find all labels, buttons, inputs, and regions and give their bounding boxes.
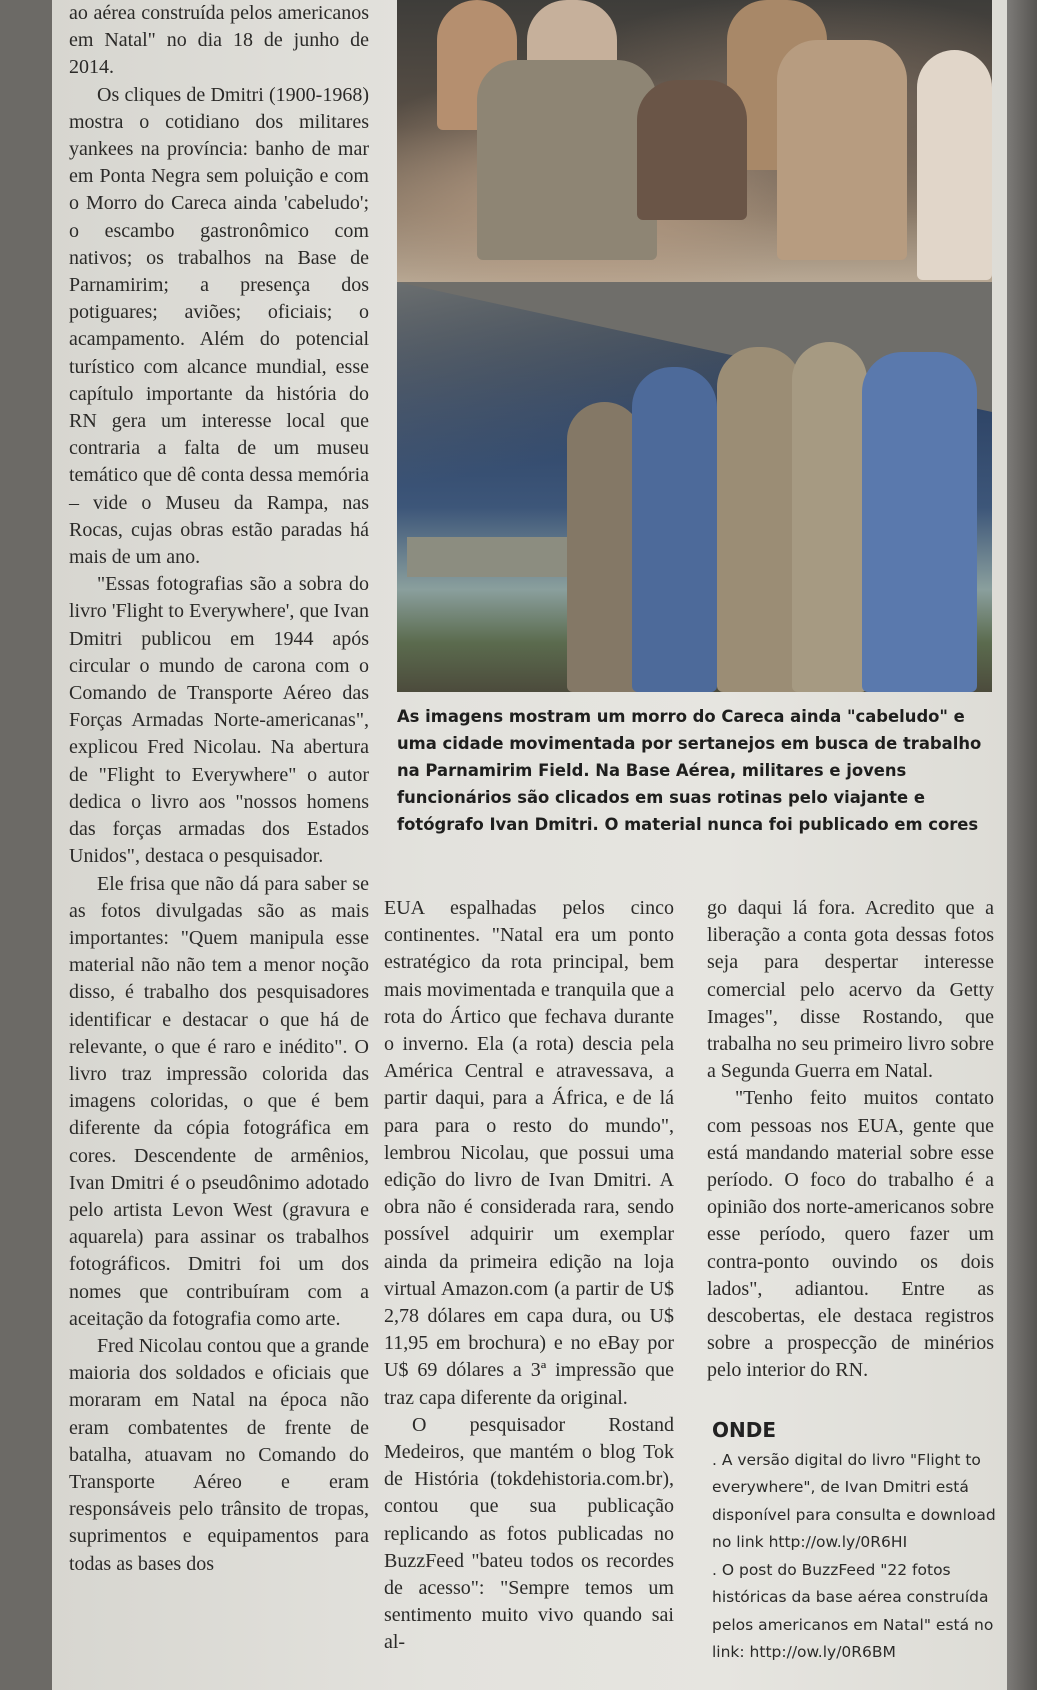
paragraph: Ele frisa que não dá para saber se as fotos divulgadas são as mais importantes: "Quem manipula esse material não não tem a menor noção disso, é trabalho dos pesquisadores identificar e destacar o que há de relevante, o que é raro e inédito". O livro traz impressão colorida das imagens coloridas, o que é bem diferente da cópia fotográfica em cores. Descendente de armênios, Ivan Dmitri é o pseudônimo adotado pelo artista Levon West (gravura e aquarela) para assinar os trabalhos fotográficos. Dmitri foi um dos nomes que contribuíram com a aceitação da fotografia como arte.	[69, 872, 369, 1330]
paragraph: EUA espalhadas pelos cinco continentes. "Natal era um ponto estratégico da rota principal, bem mais movimentada e tranquila que a rota do Ártico que fechava durante o inverno. Ela (a rota) descia pela América Central e atravessava, a partir daqui, para a África, e de lá para para o resto do mundo", lembrou Nicolau, que possui uma edição do livro de Ivan Dmitri. A obra não é considerada rara, sendo possível adquirir um exemplar ainda da primeira edição na loja virtual Amazon.com (a partir de U$ 2,78 dólares em capa dura, ou U$ 11,95 em brochura) e no eBay por U$ 69 dólares a 3ª impressão que traz capa diferente da original.	[384, 897, 674, 1409]
paragraph: "Tenho feito muitos contato com pessoas nos EUA, gente que está mandando material sobre esse período. O foco do trabalho é a opinião dos norte-americanos sobre esse período, quero fazer um contra-ponto ouvindo os dois lados", adiantou. Entre as descobertas, ele destaca registros sobre a prospecção de minérios pelo interior do RN.	[707, 1087, 994, 1382]
paragraph: Os cliques de Dmitri (1900-1968) mostra o cotidiano dos militares yankees na província: banho de mar em Ponta Negra sem poluição e com o Morro do Careca ainda 'cabeludo'; o escambo gastronômico com nativos; os trabalhos na Base de Parnamirim; a presença dos potiguares; aviões; oficiais; o acampamento. Além do potencial turístico com alcance mundial, esse capítulo importante da história do RN gera um interesse local que contraria a falta de um museu temático que dê conta dessa memória – vide o Museu da Rampa, nas Rocas, cujas obras estão paradas há mais de um ano.	[69, 83, 369, 569]
article-column-2	[384, 895, 674, 1657]
onde-item: . O post do BuzzFeed "22 fotos históricas da base aérea construída pelos americanos em Natal" está no link: http://ow.ly/0R6BM	[712, 1560, 994, 1661]
photo-beach-soldiers-watermelon	[397, 0, 992, 282]
photo-airbase-officers-women	[397, 282, 992, 692]
page-edge-shadow	[1007, 0, 1037, 1690]
photo-caption: As imagens mostram um morro do Careca ainda "cabeludo" e uma cidade movimentada por sertanejos em busca de trabalho na Parnamirim Field. Na Base Aérea, militares e jovens funcionários são clicados em suas rotinas pelo viajante e fotógrafo Ivan Dmitri. O material nunca foi publicado em cores	[397, 707, 982, 834]
paragraph: Fred Nicolau contou que a grande maioria dos soldados e oficiais que moraram em Natal na época não eram combatentes de frente de batalha, atuavam no Comando do Transporte Aéreo e eram responsáveis pelo trânsito de tropas, suprimentos e equipamentos para todas as bases dos	[69, 1334, 369, 1575]
paragraph: ao aérea construída pelos americanos em Natal" no dia 18 de junho de 2014.	[69, 2, 369, 79]
onde-sidebar	[712, 1417, 1007, 1667]
newspaper-page	[52, 0, 1007, 1690]
paragraph: go daqui lá fora. Acredito que a liberação a conta gota dessas fotos seja para despertar interesse comercial pelo acervo da Getty Images", disse Rostando, que trabalha no seu primeiro livro sobre a Segunda Guerra em Natal.	[707, 897, 994, 1083]
onde-title: ONDE	[712, 1418, 777, 1442]
article-column-3	[707, 895, 994, 1385]
paragraph: O pesquisador Rostand Medeiros, que mantém o blog Tok de História (tokdehistoria.com.br), contou que sua publicação replicando as fotos publicadas no BuzzFeed "bateu todos os recordes de acesso": "Sempre temos um sentimento muito vivo quando sai al-	[384, 1413, 674, 1654]
onde-item: . A versão digital do livro "Flight to everywhere", de Ivan Dmitri está disponível para consulta e download no link http://ow.ly/0R6HI	[712, 1450, 996, 1551]
article-column-1	[69, 0, 369, 1578]
paragraph: "Essas fotografias são a sobra do livro 'Flight to Everywhere', que Ivan Dmitri publicou em 1944 após circular o mundo de carona com o Comando de Transporte Aéreo das Forças Armadas Norte-americanas", explicou Fred Nicolau. Na abertura de "Flight to Everywhere" o autor dedica o livro aos "nossos homens das forças armadas dos Estados Unidos", destaca o pesquisador.	[69, 573, 369, 868]
